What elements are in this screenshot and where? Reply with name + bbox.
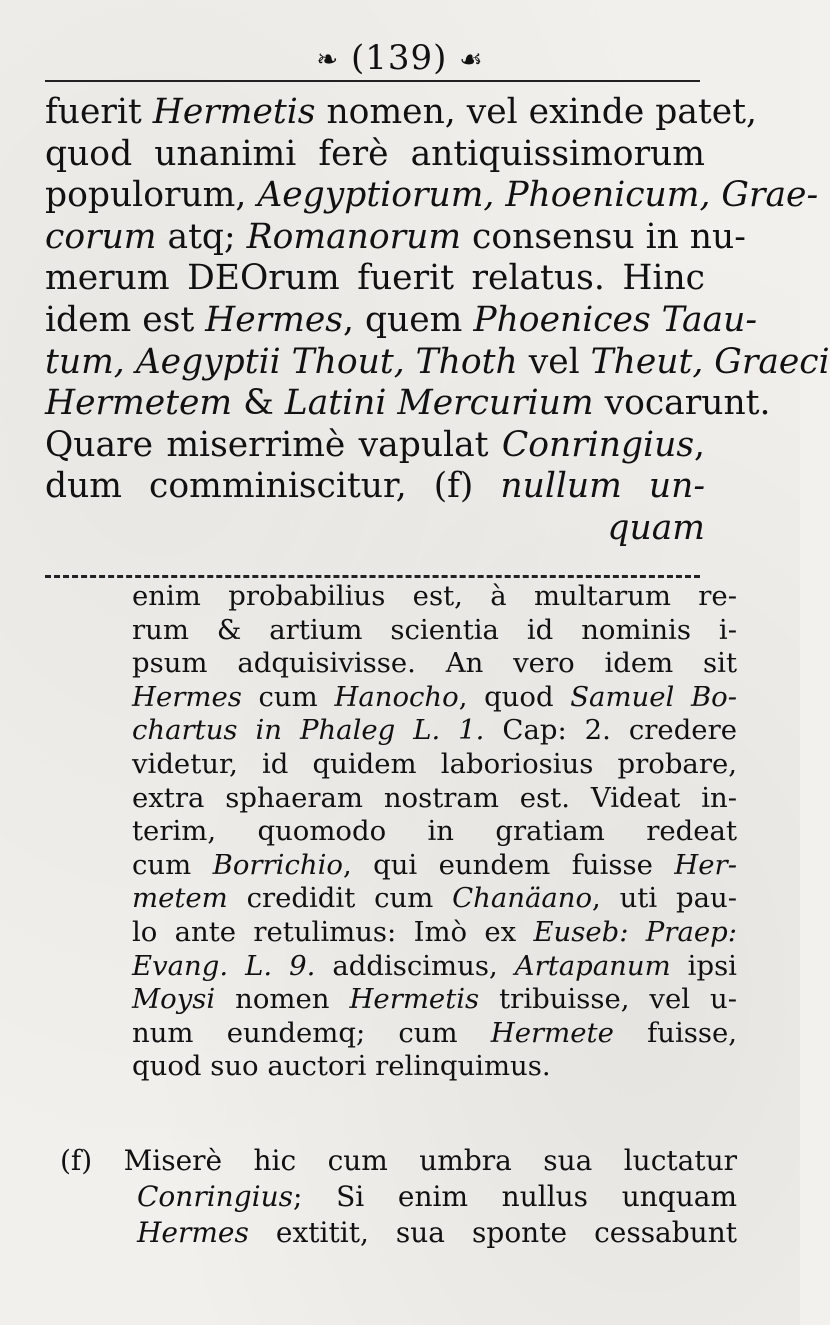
main-text-line (45, 299, 757, 342)
italic-text: nullum un- (500, 466, 705, 507)
text-run: populorum, (45, 175, 258, 216)
catchword-text: quam (607, 507, 705, 548)
text-run: cum (241, 680, 335, 713)
text-run: , quod (458, 680, 571, 713)
footnote-continued-line (132, 614, 737, 648)
main-text-line (45, 258, 705, 300)
text-run: vocarunt. (593, 383, 771, 424)
text-run: terim, quomodo in gratiam redeat (132, 815, 737, 848)
footnote-continued-line (132, 647, 737, 681)
italic-text: Theut, Graeci (590, 341, 830, 382)
footnote-f-block (60, 1143, 737, 1251)
footnote-continued-block (132, 580, 737, 1084)
text-run: atq; (156, 216, 247, 257)
main-text-line (45, 134, 705, 176)
text-run: videtur, id quidem laboriosius probare, (132, 747, 737, 780)
footnote-continued-line (132, 983, 737, 1017)
text-run: nomen (215, 983, 350, 1016)
text-run: Quare miserrimè vapulat (45, 424, 502, 465)
main-text-line (45, 92, 758, 134)
ornament-left-icon: ❧ (316, 45, 340, 75)
footnote-continued-line (132, 782, 737, 816)
italic-text: Aegyptiorum, Phoenicum, Grae- (257, 175, 819, 216)
main-text-line (45, 466, 705, 508)
footnote-continued-line (132, 950, 737, 984)
footnote-continued-line (132, 1017, 737, 1051)
text-run: extitit, sua sponte cessabunt (248, 1216, 737, 1249)
text-run: num eundemq; cum (132, 1016, 491, 1049)
text-run: Cap: 2. credere (484, 714, 738, 747)
text-run: vel (517, 341, 591, 382)
text-run: quod unanimi ferè antiquissimorum (45, 133, 705, 174)
footnote-continued-line (132, 882, 737, 916)
footnote-continued-line (132, 748, 737, 782)
main-text-line (45, 425, 705, 467)
main-text-line (45, 216, 746, 259)
footnote-f-line (60, 1215, 737, 1251)
page-number: (139) (351, 38, 448, 78)
italic-text: Borrichio (212, 848, 343, 881)
italic-text: Phoenices Taau- (473, 299, 757, 340)
footnote-continued-line (132, 580, 737, 614)
text-run: enim probabilius est, à multarum re- (132, 580, 737, 612)
text-run: (f) Miserè hic cum umbra sua luctatur (60, 1144, 737, 1177)
main-text-line (45, 341, 830, 384)
footnote-f-line (60, 1143, 737, 1179)
italic-text: Hermete (490, 1016, 614, 1049)
italic-text: Hermetem (45, 383, 233, 424)
italic-text: Artapanum (514, 949, 671, 982)
italic-text: Moysi (132, 983, 216, 1016)
italic-text: chartus in Phaleg L. 1. (132, 714, 485, 747)
footnote-continued-line (132, 849, 737, 883)
text-run: , uti pau- (592, 882, 737, 915)
text-run: lo ante retulimus: Imò ex (132, 915, 534, 948)
text-run: tribuisse, vel u- (479, 983, 737, 1016)
italic-text: Chanäano (452, 882, 593, 915)
main-text-block (45, 92, 830, 550)
italic-text: Conringius (501, 424, 695, 465)
italic-text: Hermetis (349, 983, 480, 1016)
text-run: fuisse, (613, 1016, 737, 1049)
ornament-right-icon: ☙ (459, 45, 484, 75)
italic-text: Euseb: Praep: (533, 915, 737, 948)
italic-text: metem (132, 882, 228, 915)
italic-text: Latini Mercurium (284, 383, 594, 424)
text-run: cum (132, 848, 213, 881)
text-run: psum adquisivisse. An vero idem sit (132, 647, 737, 680)
text-run: consensu in nu- (461, 216, 746, 257)
text-run: , qui eundem fuisse (342, 848, 675, 881)
main-text-line (45, 175, 819, 217)
footnote-separator (45, 575, 700, 578)
main-text-line (45, 383, 771, 425)
text-run: , quem (343, 299, 474, 340)
text-run: , (694, 424, 705, 465)
italic-text: Her- (674, 848, 737, 881)
italic-text: tum, Aegyptii Thout, Thoth (45, 341, 518, 382)
text-run: idem est (45, 299, 206, 340)
footnote-f-line (60, 1179, 737, 1215)
text-run: addiscimus, (315, 949, 515, 982)
italic-text: Samuel Bo- (570, 680, 737, 713)
text-run: credidit cum (227, 882, 453, 915)
text-run: extra sphaeram nostram est. Videat in- (132, 781, 737, 814)
italic-text: Romanorum (246, 216, 462, 257)
italic-text: Evang. L. 9. (132, 949, 316, 982)
text-run: merum DEOrum fuerit relatus. Hinc (45, 258, 705, 299)
text-run: rum & artium scientia id nominis i- (132, 613, 737, 646)
catchword (45, 508, 705, 550)
footnote-continued-line (132, 815, 737, 849)
footnote-continued-line (132, 714, 737, 748)
italic-text: Hermes (137, 1216, 249, 1249)
italic-text: Hermes (205, 299, 344, 340)
text-run: ipsi (670, 949, 737, 982)
page-header (0, 38, 800, 78)
text-run: quod suo auctori relinquimus. (132, 1050, 551, 1083)
footnote-continued-line (132, 916, 737, 950)
text-run: fuerit (45, 92, 153, 132)
italic-text: Hermes (132, 680, 242, 713)
header-rule (45, 80, 700, 82)
text-run: nomen, vel exinde patet, (315, 92, 758, 132)
footnote-continued-line (132, 681, 737, 715)
text-run: ; Si enim nullus unquam (292, 1180, 737, 1213)
italic-text: Hermetis (152, 92, 316, 132)
text-run: & (232, 383, 285, 424)
italic-text: Conringius (137, 1180, 293, 1213)
italic-text: corum (45, 216, 157, 257)
footnote-continued-line (132, 1050, 737, 1084)
italic-text: Hanocho (334, 680, 459, 713)
text-run: dum comminiscitur, (f) (45, 466, 501, 507)
